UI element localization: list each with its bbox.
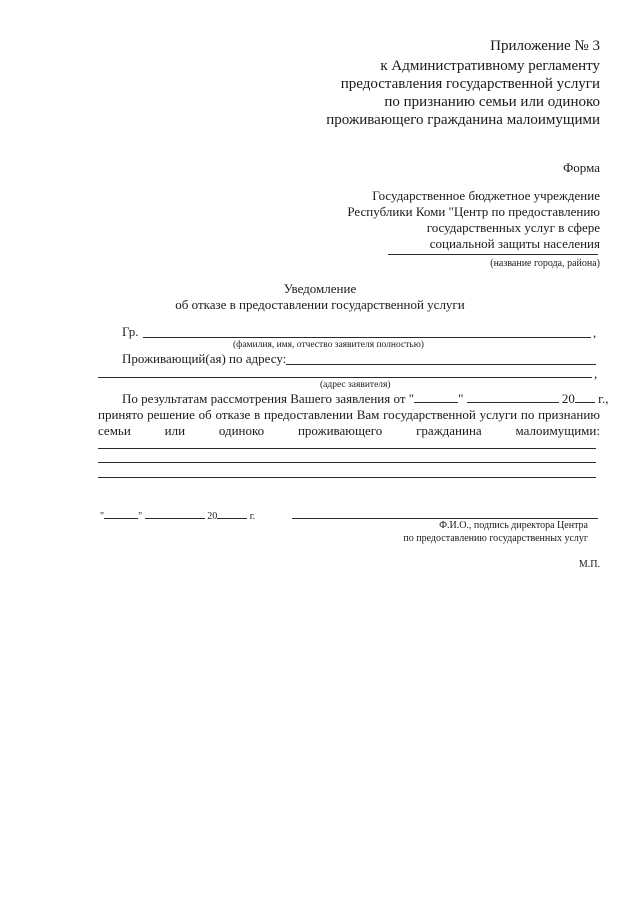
body-word: малоимущими: bbox=[515, 423, 600, 438]
address-comma: , bbox=[594, 366, 598, 381]
institution-line-1: Государственное бюджетное учреждение bbox=[372, 188, 600, 203]
notice-title: Уведомление bbox=[283, 281, 357, 296]
sig-quote-open: " bbox=[100, 511, 105, 522]
appendix-line-4: по признанию семьи или одиноко bbox=[384, 94, 600, 110]
institution-line-2: Республики Коми "Центр по предоставлению bbox=[347, 204, 600, 219]
body-year-suffix: г., bbox=[598, 391, 609, 406]
statement-year-field[interactable] bbox=[575, 391, 595, 403]
sig-year-prefix: 20 bbox=[207, 511, 218, 522]
reason-line-2[interactable] bbox=[98, 462, 596, 463]
address-field-2[interactable] bbox=[98, 377, 592, 378]
address-prefix: Проживающий(ая) по адресу: bbox=[122, 351, 287, 366]
body-word: или bbox=[164, 423, 186, 438]
statement-month-field[interactable] bbox=[467, 391, 559, 403]
appendix-line-2: к Административному регламенту bbox=[380, 58, 600, 74]
citizen-prefix: Гр. bbox=[122, 324, 139, 339]
body-word: одиноко bbox=[218, 423, 265, 438]
appendix-line-3: предоставления государственной услуги bbox=[340, 76, 600, 92]
notice-subtitle: об отказе в предоставлении государственной услуги bbox=[175, 297, 465, 312]
sig-quote-close: " bbox=[138, 511, 143, 522]
body-word: семьи bbox=[98, 423, 131, 438]
citizen-caption: (фамилия, имя, отчество заявителя полностью) bbox=[233, 340, 424, 350]
reason-line-3[interactable] bbox=[98, 477, 596, 478]
city-district-caption: (название города, района) bbox=[490, 258, 600, 269]
signature-caption-2: по предоставлению государственных услуг bbox=[403, 533, 588, 544]
body-line-1-text: По результатам рассмотрения Вашего заявления от " bbox=[122, 391, 415, 406]
body-year-prefix: 20 bbox=[561, 391, 575, 406]
body-word: проживающего bbox=[297, 423, 383, 438]
signature-date bbox=[100, 509, 255, 522]
body-line-3 bbox=[98, 423, 600, 439]
institution-line-4: социальной защиты населения bbox=[429, 236, 600, 251]
address-caption: (адрес заявителя) bbox=[320, 380, 391, 390]
sig-year-field[interactable] bbox=[217, 509, 247, 519]
address-field-1[interactable] bbox=[286, 364, 596, 365]
stamp-label: М.П. bbox=[578, 559, 600, 570]
sig-day-field[interactable] bbox=[104, 509, 138, 519]
reason-line-1[interactable] bbox=[98, 448, 596, 449]
institution-line-3: государственных услуг в сфере bbox=[426, 220, 600, 235]
body-line-1 bbox=[122, 391, 609, 407]
signature-field[interactable] bbox=[292, 518, 598, 519]
statement-day-field[interactable] bbox=[414, 391, 458, 403]
sig-month-field[interactable] bbox=[145, 509, 205, 519]
body-line-2: принято решение об отказе в предоставлении Вам государственной услуги по признанию bbox=[98, 407, 600, 422]
body-quote: " bbox=[458, 391, 464, 406]
form-label: Форма bbox=[563, 160, 600, 175]
sig-year-suffix: г. bbox=[249, 511, 256, 522]
body-word: гражданина bbox=[416, 423, 482, 438]
city-district-line bbox=[388, 254, 598, 255]
citizen-name-field[interactable] bbox=[143, 337, 591, 338]
appendix-line-5: проживающего гражданина малоимущими bbox=[326, 112, 600, 128]
citizen-comma: , bbox=[593, 325, 597, 340]
signature-caption-1: Ф.И.О., подпись директора Центра bbox=[439, 520, 588, 531]
appendix-line-1: Приложение № 3 bbox=[490, 38, 600, 54]
